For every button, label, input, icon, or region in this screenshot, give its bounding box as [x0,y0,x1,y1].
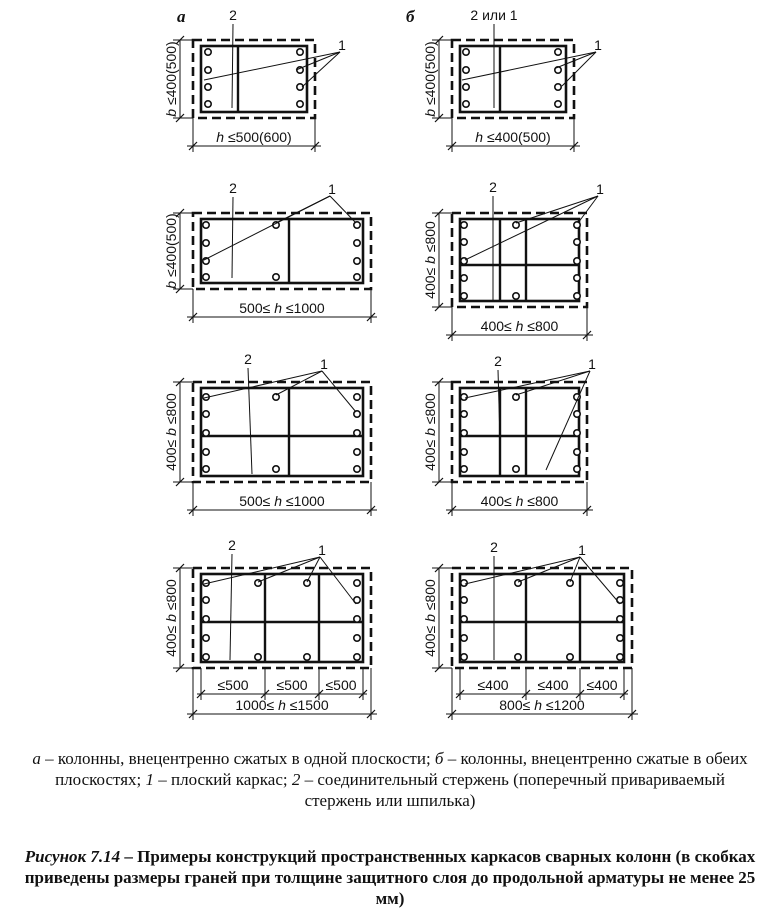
longitudinal-bar [203,635,209,641]
longitudinal-bar [354,258,360,264]
longitudinal-bar [513,293,519,299]
protective-layer-outline [193,568,371,668]
cage-outline [201,219,363,283]
dimension-label-h: 400≤ h ≤800 [480,493,559,509]
longitudinal-bar [617,635,623,641]
cage-diagram-b3 [422,353,596,516]
cage-outline [201,46,307,112]
leader-label-2: 2 [228,537,236,553]
longitudinal-bar [555,67,561,73]
longitudinal-bar [574,222,580,228]
protective-layer-outline [193,382,371,482]
segment-dimension-label: ≤500 [217,677,249,693]
longitudinal-bar [461,449,467,455]
dimension-label-b: b ≤400(500) [163,213,179,289]
dimension-label-b: 400≤ b ≤800 [422,221,438,299]
longitudinal-bar [555,84,561,90]
leader-line-2 [232,197,233,278]
protective-layer-outline [452,213,587,307]
cage-outline [201,574,363,662]
leader-label-2: 2 или 1 [470,7,518,23]
longitudinal-bar [297,101,303,107]
leader-line-1 [556,52,596,68]
longitudinal-bar [513,466,519,472]
longitudinal-bar [203,411,209,417]
leader-line-2 [248,368,252,474]
longitudinal-bar [574,466,580,472]
dimension-label-h: h ≤400(500) [475,129,551,145]
cage-diagram-a3 [163,351,377,516]
longitudinal-bar [617,616,623,622]
longitudinal-bar [555,49,561,55]
leader-line-2 [232,24,233,108]
leader-label-2: 2 [229,180,237,196]
longitudinal-bar [203,654,209,660]
leader-label-1: 1 [594,37,602,53]
cage-diagram-b2 [422,179,604,341]
longitudinal-bar [203,240,209,246]
leader-line-1 [465,371,590,398]
column-a-heading: а [177,7,186,26]
leader-label-2: 2 [244,351,252,367]
longitudinal-bar [354,411,360,417]
longitudinal-bar [461,222,467,228]
longitudinal-bar [463,101,469,107]
longitudinal-bar [203,430,209,436]
longitudinal-bar [354,449,360,455]
legend-b-text: – колонны, внецентренно сжатые в обеих плоскостях; [55,749,748,789]
leader-label-1: 1 [596,181,604,197]
leader-label-1: 1 [578,542,586,558]
leader-label-2: 2 [490,539,498,555]
leader-line-1 [546,371,590,470]
longitudinal-bar [461,616,467,622]
segment-dimension-label: ≤400 [586,677,618,693]
cage-outline [460,219,579,301]
legend-a-text: – колонны, внецентренно сжатых в одной плоскости; [40,749,435,768]
longitudinal-bar [461,580,467,586]
cage-outline [201,388,363,476]
segment-dimension-label: ≤500 [325,677,357,693]
leader-label-1: 1 [318,542,326,558]
dimension-label-b: 400≤ b ≤800 [422,393,438,471]
longitudinal-bar [461,654,467,660]
longitudinal-bar [555,101,561,107]
longitudinal-bar [617,597,623,603]
longitudinal-bar [461,597,467,603]
longitudinal-bar [515,654,521,660]
longitudinal-bar [354,466,360,472]
dimension-label-h: 500≤ h ≤1000 [239,493,325,509]
leader-line-1 [204,371,322,398]
longitudinal-bar [354,616,360,622]
longitudinal-bar [297,49,303,55]
cage-diagram-a1 [163,7,346,152]
figure-legend [20,748,760,811]
cage-outline [460,46,566,112]
legend-b-letter: б [434,749,444,768]
leader-label-1: 1 [338,37,346,53]
longitudinal-bar [574,449,580,455]
legend-1-number: 1 [145,770,154,789]
longitudinal-bar [205,101,211,107]
legend-1-text: – плоский каркас; [154,770,292,789]
dimension-label-b: b ≤400(500) [163,41,179,117]
longitudinal-bar [461,430,467,436]
dimension-label-h: 800≤ h ≤1200 [499,697,585,713]
longitudinal-bar [354,580,360,586]
segment-dimension-label: ≤400 [477,677,509,693]
longitudinal-bar [617,580,623,586]
longitudinal-bar [461,394,467,400]
longitudinal-bar [574,411,580,417]
leader-line-1 [322,371,356,412]
dimension-label-b: 400≤ b ≤800 [163,579,179,657]
longitudinal-bar [574,275,580,281]
longitudinal-bar [567,654,573,660]
dimension-label-h: h ≤500(600) [216,129,292,145]
dimension-label-b: 400≤ b ≤800 [422,579,438,657]
cage-diagram-a4 [163,537,377,720]
longitudinal-bar [205,84,211,90]
leader-line-2 [230,554,232,660]
longitudinal-bar [203,449,209,455]
longitudinal-bar [205,49,211,55]
longitudinal-bar [354,240,360,246]
longitudinal-bar [463,67,469,73]
longitudinal-bar [574,239,580,245]
longitudinal-bar [354,394,360,400]
leader-label-2: 2 [494,353,502,369]
longitudinal-bar [461,239,467,245]
column-b-heading: б [406,7,415,26]
longitudinal-bar [203,274,209,280]
leader-label-1: 1 [320,356,328,372]
longitudinal-bar [461,635,467,641]
longitudinal-bar [463,49,469,55]
cage-diagram-a2 [163,180,377,323]
leader-label-2: 2 [489,179,497,195]
dimension-label-h: 400≤ h ≤800 [480,318,559,334]
longitudinal-bar [461,275,467,281]
protective-layer-outline [452,568,632,668]
leader-line-1 [204,52,340,80]
longitudinal-bar [461,466,467,472]
figure-label: Рисунок 7.14 [24,847,121,866]
leader-line-1 [462,52,596,80]
longitudinal-bar [304,580,310,586]
protective-layer-outline [193,213,371,289]
longitudinal-bar [203,222,209,228]
leader-line-1 [580,557,620,604]
legend-2-number: 2 [291,770,301,789]
longitudinal-bar [205,67,211,73]
longitudinal-bar [574,258,580,264]
longitudinal-bar [304,654,310,660]
longitudinal-bar [354,430,360,436]
longitudinal-bar [574,293,580,299]
longitudinal-bar [354,635,360,641]
figure-caption [20,846,760,909]
longitudinal-bar [574,430,580,436]
longitudinal-bar [354,274,360,280]
longitudinal-bar [354,654,360,660]
cage-outline [460,574,624,662]
longitudinal-bar [203,597,209,603]
dimension-label-h: 500≤ h ≤1000 [239,300,325,316]
dimension-label-b: b ≤400(500) [422,41,438,117]
longitudinal-bar [463,84,469,90]
longitudinal-bar [203,616,209,622]
legend-2-text: – соединительный стержень (поперечный привариваемый стержень или шпилька) [300,770,725,810]
leader-line-1 [320,557,356,604]
longitudinal-bar [617,654,623,660]
legend-a-letter: а [32,749,41,768]
longitudinal-bar [461,411,467,417]
segment-dimension-label: ≤400 [537,677,569,693]
longitudinal-bar [354,222,360,228]
longitudinal-bar [273,466,279,472]
leader-label-1: 1 [588,356,596,372]
leader-label-1: 1 [328,181,336,197]
cage-diagram-b1 [422,7,602,152]
longitudinal-bar [461,258,467,264]
leader-label-2: 2 [229,7,237,23]
dimension-label-b: 400≤ b ≤800 [163,393,179,471]
figure-title: – Примеры конструкций пространственных каркасов сварных колонн (в скобках приведены размеры граней при толщине защитного слоя до продольной арматуры не менее 25 мм) [24,847,756,908]
longitudinal-bar [255,654,261,660]
longitudinal-bar [273,274,279,280]
segment-dimension-label: ≤500 [276,677,308,693]
longitudinal-bar [203,466,209,472]
longitudinal-bar [461,293,467,299]
cage-outline [460,388,579,476]
dimension-label-h: 1000≤ h ≤1500 [235,697,329,713]
cage-diagram-b4 [422,539,638,720]
